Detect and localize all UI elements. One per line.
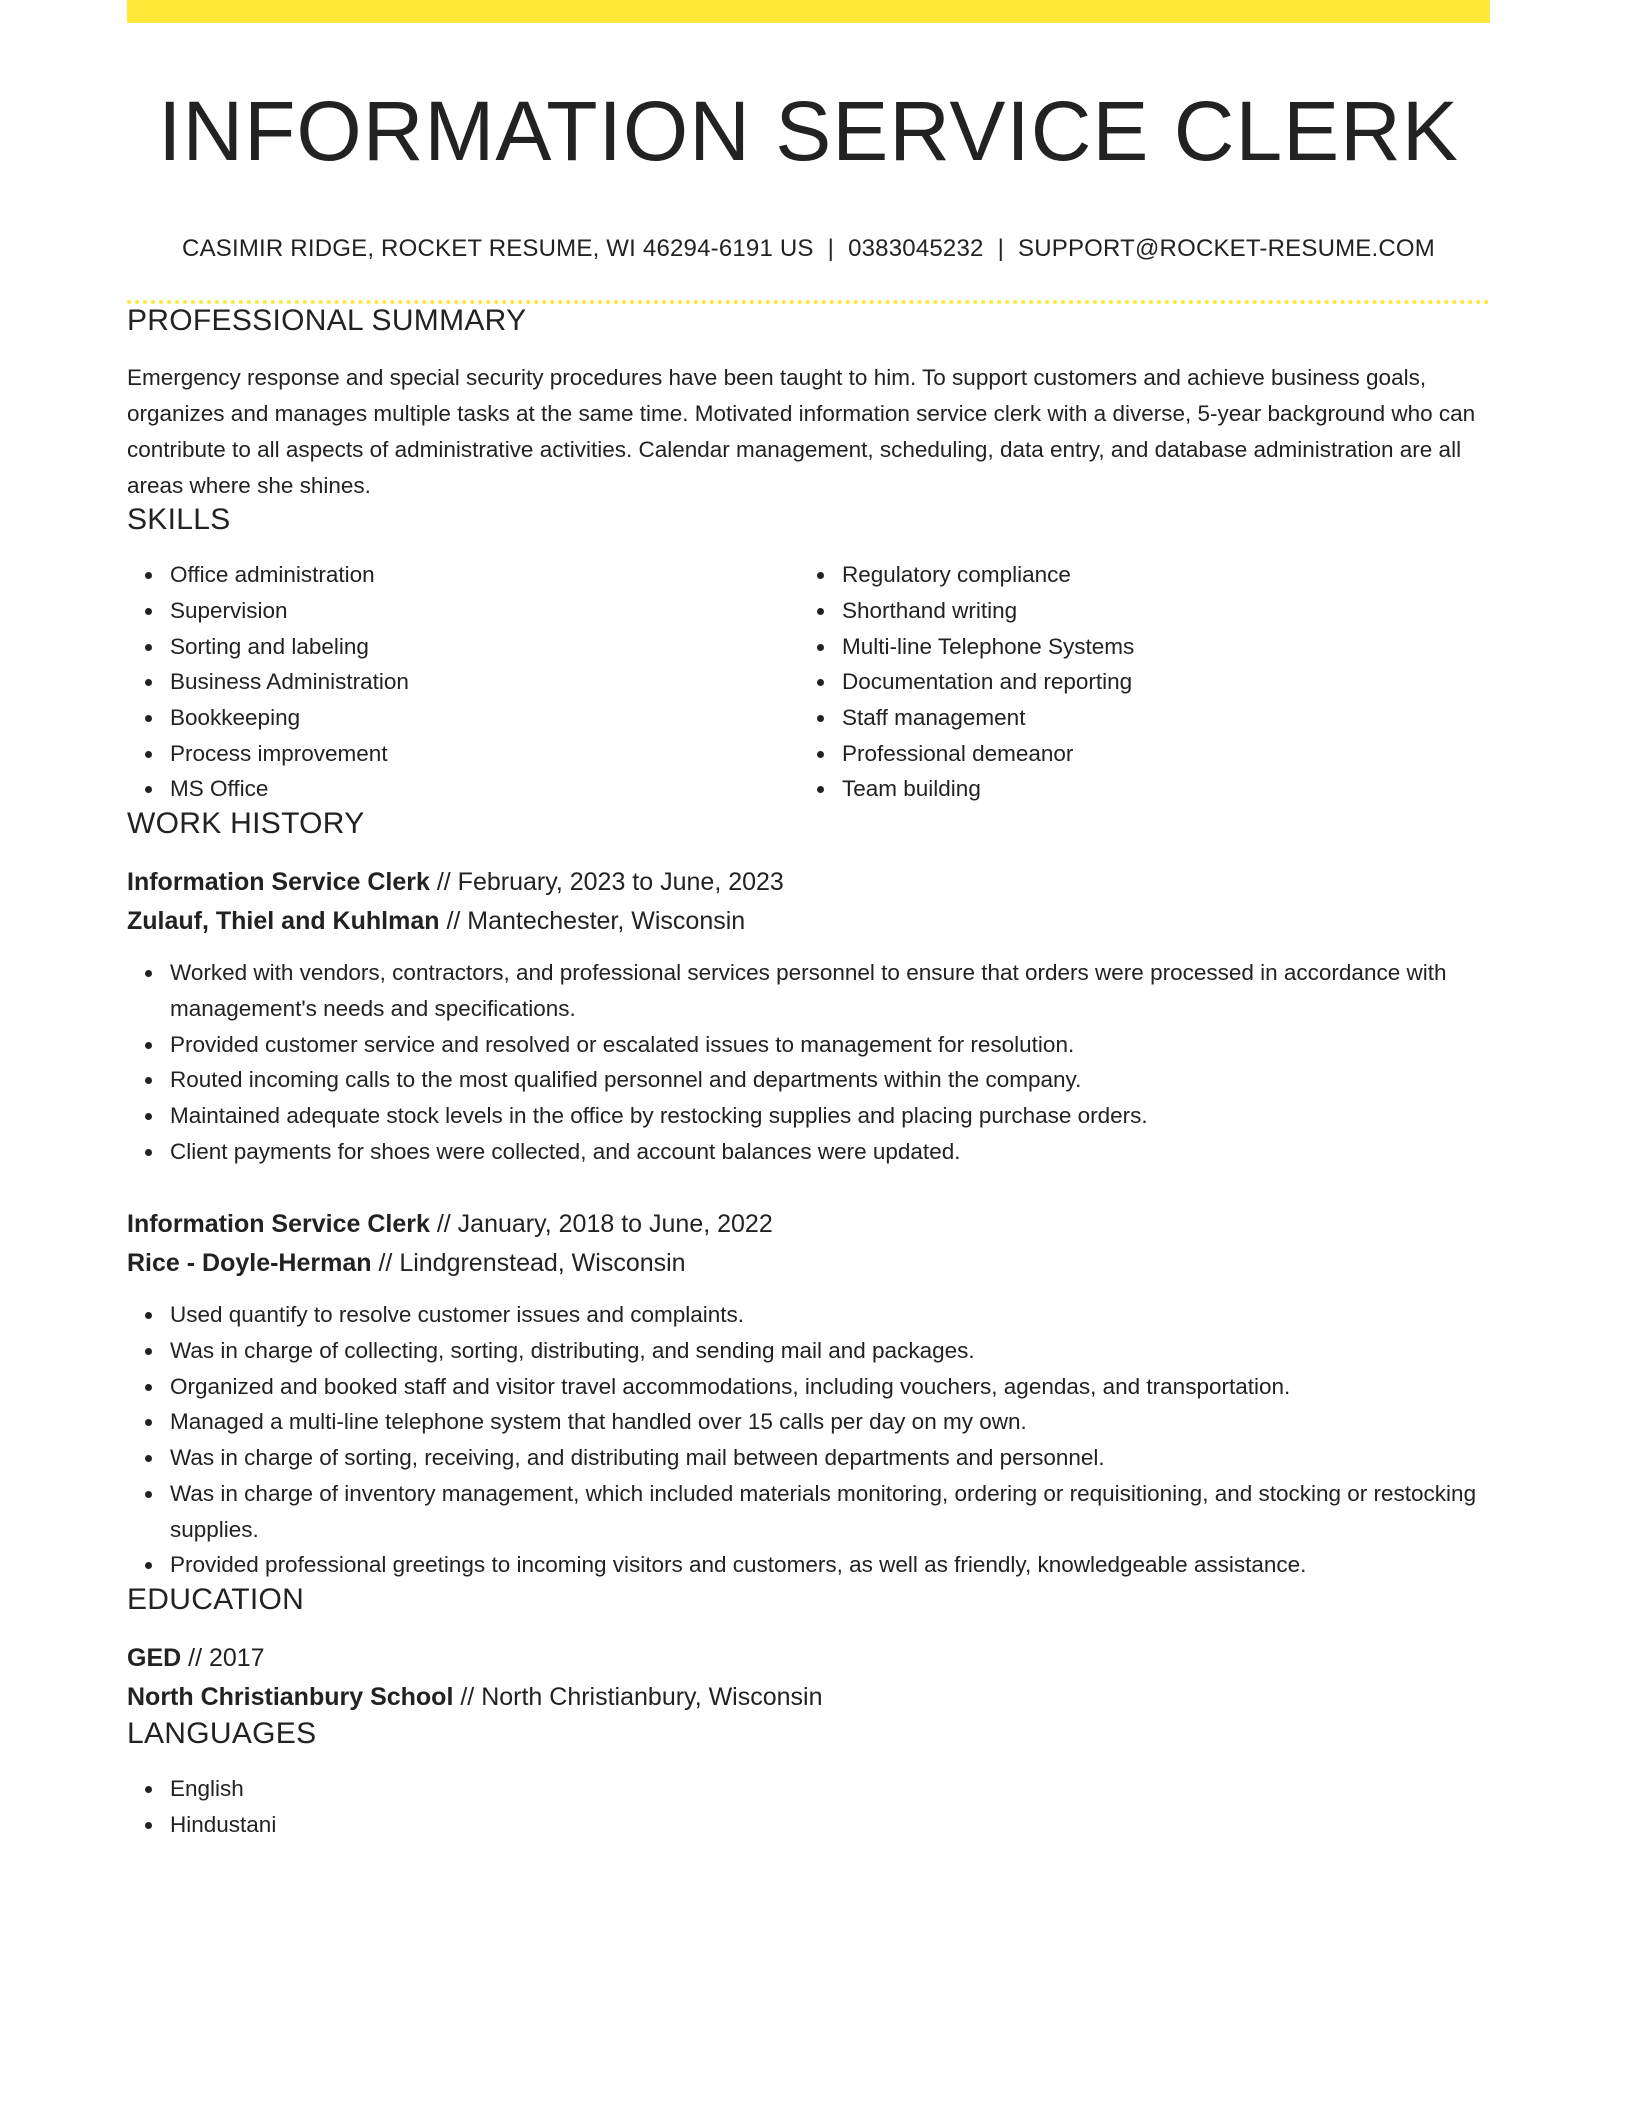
resume-name-title: INFORMATION SERVICE CLERK bbox=[158, 84, 1459, 178]
job-title-line bbox=[127, 863, 1490, 902]
job-bullet: Worked with vendors, contractors, and professional services personnel to ensure that orders were processed in accordance with management's needs and specifications. bbox=[170, 955, 1490, 1026]
job-dates: // January, 2018 to June, 2022 bbox=[429, 1210, 773, 1239]
job-company: Rice - Doyle-Herman bbox=[127, 1249, 372, 1278]
education-school-line bbox=[127, 1678, 1490, 1717]
skills-grid bbox=[127, 557, 1490, 807]
skill-item: Shorthand writing bbox=[842, 593, 1471, 629]
summary-text: Emergency response and special security procedures have been taught to him. To support customers and achieve business goals, organizes and manages multiple tasks at the same time. Motivated information service clerk with a diverse, 5-year background who can contribute to all aspects of administrative activities. Calendar management, scheduling, data entry, and database administration are all areas where she shines. bbox=[127, 365, 1476, 498]
job-location: // Mantechester, Wisconsin bbox=[439, 907, 746, 936]
contact-phone: 0383045232 bbox=[848, 235, 984, 263]
education-entry bbox=[127, 1639, 1490, 1717]
skill-item: Professional demeanor bbox=[842, 736, 1471, 772]
job-bullet: Was in charge of sorting, receiving, and distributing mail between departments and personnel. bbox=[170, 1440, 1490, 1476]
contact-address: CASIMIR RIDGE, ROCKET RESUME, WI 46294-6191 US bbox=[182, 235, 814, 263]
job-company: Zulauf, Thiel and Kuhlman bbox=[127, 907, 440, 936]
contact-email: SUPPORT@ROCKET-RESUME.COM bbox=[1018, 235, 1435, 263]
skills-heading: SKILLS bbox=[127, 503, 231, 537]
job-company-line bbox=[127, 1244, 1490, 1283]
skill-item: Process improvement bbox=[170, 736, 799, 772]
resume-page bbox=[127, 0, 1490, 1842]
skill-item: Documentation and reporting bbox=[842, 664, 1471, 700]
top-accent-bar bbox=[127, 0, 1490, 23]
job-bullet: Was in charge of collecting, sorting, distributing, and sending mail and packages. bbox=[170, 1333, 1490, 1369]
summary-heading: PROFESSIONAL SUMMARY bbox=[127, 304, 527, 338]
contact-separator: | bbox=[997, 235, 1004, 263]
skill-item: Bookkeeping bbox=[170, 700, 799, 736]
job-bullet: Managed a multi-line telephone system that handled over 15 calls per day on my own. bbox=[170, 1404, 1490, 1440]
languages-list bbox=[127, 1771, 1490, 1842]
education-heading: EDUCATION bbox=[127, 1582, 305, 1616]
languages-heading: LANGUAGES bbox=[127, 1716, 317, 1750]
job-bullet: Provided professional greetings to incoming visitors and customers, as well as friendly, knowledgeable assistance. bbox=[170, 1547, 1490, 1583]
job-company-line bbox=[127, 902, 1490, 941]
job-role: Information Service Clerk bbox=[127, 868, 430, 897]
job-bullet: Organized and booked staff and visitor travel accommodations, including vouchers, agendas, and transportation. bbox=[170, 1369, 1490, 1405]
skill-item: MS Office bbox=[170, 771, 799, 807]
skills-column-left bbox=[127, 557, 799, 807]
job-bullet: Provided customer service and resolved or escalated issues to management for resolution. bbox=[170, 1027, 1490, 1063]
job-bullet: Was in charge of inventory management, which included materials monitoring, ordering or requisitioning, and stocking or restocking supplies. bbox=[170, 1476, 1490, 1547]
contact-separator: | bbox=[827, 235, 835, 263]
skill-item: Business Administration bbox=[170, 664, 799, 700]
job-bullet: Used quantify to resolve customer issues and complaints. bbox=[170, 1297, 1490, 1333]
education-degree-line bbox=[127, 1639, 1490, 1678]
skills-column-right bbox=[799, 557, 1471, 807]
job-location: // Lindgrenstead, Wisconsin bbox=[371, 1249, 686, 1278]
job-bullet: Routed incoming calls to the most qualified personnel and departments within the company. bbox=[170, 1062, 1490, 1098]
education-year: // 2017 bbox=[181, 1643, 265, 1672]
job-bullet: Client payments for shoes were collected, and account balances were updated. bbox=[170, 1134, 1490, 1170]
work-history-heading: WORK HISTORY bbox=[127, 807, 365, 841]
skill-item: Office administration bbox=[170, 557, 799, 593]
education-degree: GED bbox=[127, 1643, 182, 1672]
job-entry bbox=[127, 863, 1490, 1169]
skill-item: Staff management bbox=[842, 700, 1471, 736]
skill-item: Regulatory compliance bbox=[842, 557, 1471, 593]
language-item: Hindustani bbox=[170, 1807, 1490, 1843]
language-item: English bbox=[170, 1771, 1490, 1807]
job-role: Information Service Clerk bbox=[127, 1210, 430, 1239]
education-location: // North Christianbury, Wisconsin bbox=[453, 1682, 823, 1711]
skill-item: Sorting and labeling bbox=[170, 629, 799, 665]
skill-item: Supervision bbox=[170, 593, 799, 629]
job-title-line bbox=[127, 1205, 1490, 1244]
contact-line bbox=[127, 235, 1490, 263]
job-dates: // February, 2023 to June, 2023 bbox=[429, 868, 784, 897]
skill-item: Multi-line Telephone Systems bbox=[842, 629, 1471, 665]
job-entry bbox=[127, 1205, 1490, 1583]
skill-item: Team building bbox=[842, 771, 1471, 807]
job-bullet: Maintained adequate stock levels in the office by restocking supplies and placing purchase orders. bbox=[170, 1098, 1490, 1134]
education-school: North Christianbury School bbox=[127, 1682, 454, 1711]
